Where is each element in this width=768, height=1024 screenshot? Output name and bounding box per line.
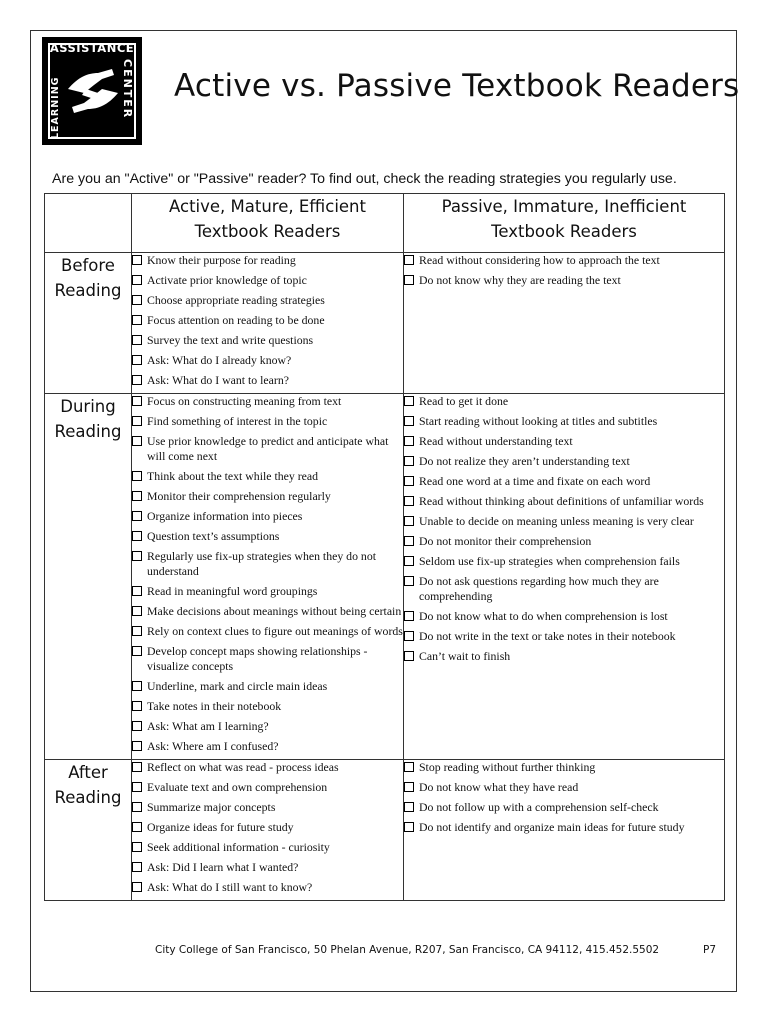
strategy-item (132, 739, 403, 754)
strategy-item (404, 454, 724, 469)
strategy-item (404, 253, 724, 268)
checkbox-icon[interactable] (132, 531, 142, 541)
checkbox-icon[interactable] (132, 295, 142, 305)
strategy-item (132, 549, 403, 579)
checkbox-icon[interactable] (132, 396, 142, 406)
checkbox-icon[interactable] (132, 275, 142, 285)
logo-text-right: CENTER (121, 59, 134, 120)
strategy-item (132, 800, 403, 815)
checkbox-icon[interactable] (404, 396, 414, 406)
page-number: P7 (703, 944, 717, 956)
active-strategies-before (132, 253, 404, 394)
strategy-item (132, 780, 403, 795)
strategy-item (404, 273, 724, 288)
strategy-text: Ask: What do I still want to know? (147, 880, 313, 894)
strategy-item (132, 840, 403, 855)
checkbox-icon[interactable] (132, 646, 142, 656)
checkbox-icon[interactable] (132, 436, 142, 446)
active-header-line-1: Active, Mature, Efficient (169, 197, 366, 216)
checkbox-icon[interactable] (132, 471, 142, 481)
strategy-text: Do not know what they have read (419, 780, 579, 794)
phase-label-line: Reading (54, 422, 122, 441)
active-strategies-after (132, 760, 404, 901)
checkbox-icon[interactable] (404, 275, 414, 285)
phase-label-during (45, 394, 132, 760)
strategy-text: Organize ideas for future study (147, 820, 294, 834)
learning-assistance-center-logo (42, 37, 142, 145)
checkbox-icon[interactable] (404, 436, 414, 446)
checkbox-icon[interactable] (132, 721, 142, 731)
strategy-text: Ask: Where am I confused? (147, 739, 279, 753)
section-row-during (45, 394, 725, 760)
checkbox-icon[interactable] (132, 491, 142, 501)
strategy-item (132, 489, 403, 504)
strategy-text: Evaluate text and own comprehension (147, 780, 328, 794)
strategy-text: Read without understanding text (419, 434, 573, 448)
strategy-item (132, 434, 403, 464)
checkbox-icon[interactable] (404, 611, 414, 621)
strategy-item (404, 494, 724, 509)
checkbox-icon[interactable] (132, 741, 142, 751)
checkbox-icon[interactable] (132, 511, 142, 521)
logo-text-left: LEARNING (50, 76, 61, 139)
passive-column-header (404, 194, 725, 253)
checkbox-icon[interactable] (132, 626, 142, 636)
strategy-text: Can’t wait to finish (419, 649, 511, 663)
strategy-text: Do not know what to do when comprehension is lost (419, 609, 668, 623)
checkbox-icon[interactable] (132, 416, 142, 426)
strategy-text: Do not realize they aren’t understanding text (419, 454, 630, 468)
checkbox-icon[interactable] (404, 762, 414, 772)
checkbox-icon[interactable] (132, 681, 142, 691)
checkbox-icon[interactable] (132, 822, 142, 832)
strategy-item (132, 273, 403, 288)
phase-label-line: Before (61, 256, 115, 275)
checkbox-icon[interactable] (404, 631, 414, 641)
strategy-text: Read without thinking about definitions of unfamiliar words (419, 494, 704, 508)
strategy-item (132, 699, 403, 714)
strategy-item (132, 624, 403, 639)
strategy-text: Question text’s assumptions (147, 529, 280, 543)
strategy-text: Ask: Did I learn what I wanted? (147, 860, 299, 874)
checkbox-icon[interactable] (132, 782, 142, 792)
strategy-text: Activate prior knowledge of topic (147, 273, 307, 287)
strategy-item (132, 293, 403, 308)
active-header-line-2: Textbook Readers (194, 222, 341, 241)
checkbox-icon[interactable] (404, 516, 414, 526)
checkbox-icon[interactable] (404, 456, 414, 466)
passive-strategies-during (404, 394, 725, 760)
strategy-item (132, 584, 403, 599)
checkbox-icon[interactable] (404, 802, 414, 812)
strategy-text: Know their purpose for reading (147, 253, 296, 267)
strategy-item (404, 534, 724, 549)
strategy-text: Ask: What do I already know? (147, 353, 292, 367)
strategy-item (132, 469, 403, 484)
strategy-text: Summarize major concepts (147, 800, 276, 814)
strategy-item (404, 780, 724, 795)
page-title: Active vs. Passive Textbook Readers (174, 68, 740, 104)
checkbox-icon[interactable] (404, 651, 414, 661)
checkbox-icon[interactable] (404, 496, 414, 506)
passive-strategies-after (404, 760, 725, 901)
logo-text-top: ASSISTANCE (49, 41, 135, 55)
checkbox-icon[interactable] (132, 882, 142, 892)
strategy-text: Unable to decide on meaning unless meaning is very clear (419, 514, 694, 528)
strategy-item (132, 880, 403, 895)
strategy-item (404, 514, 724, 529)
checkbox-icon[interactable] (132, 701, 142, 711)
footer-address: City College of San Francisco, 50 Phelan Avenue, R207, San Francisco, CA 94112, 415.452.5502 (155, 944, 660, 956)
strategy-item (132, 333, 403, 348)
strategy-item (404, 760, 724, 775)
strategy-text: Develop concept maps showing relationships - visualize concepts (147, 644, 368, 673)
strategy-item (404, 820, 724, 835)
checkbox-icon[interactable] (132, 335, 142, 345)
strategy-text: Choose appropriate reading strategies (147, 293, 325, 307)
helping-hands-icon (64, 59, 122, 123)
checkbox-icon[interactable] (132, 551, 142, 561)
strategy-text: Stop reading without further thinking (419, 760, 596, 774)
intro-text: Are you an "Active" or "Passive" reader? To find out, check the reading strategies you regularly use. (52, 171, 677, 187)
strategy-item (132, 860, 403, 875)
strategy-text: Organize information into pieces (147, 509, 303, 523)
checkbox-icon[interactable] (132, 762, 142, 772)
checkbox-icon[interactable] (132, 355, 142, 365)
checkbox-icon[interactable] (132, 586, 142, 596)
strategy-text: Read to get it done (419, 394, 509, 408)
strategy-text: Monitor their comprehension regularly (147, 489, 331, 503)
passive-header-line-1: Passive, Immature, Inefficient (441, 197, 687, 216)
phase-label-before (45, 253, 132, 394)
strategy-text: Make decisions about meanings without being certain (147, 604, 402, 618)
strategy-item (132, 760, 403, 775)
strategy-text: Read one word at a time and fixate on each word (419, 474, 651, 488)
checkbox-icon[interactable] (404, 576, 414, 586)
strategy-text: Do not ask questions regarding how much they are comprehending (419, 574, 659, 603)
strategy-item (132, 509, 403, 524)
strategy-text: Seldom use fix-up strategies when comprehension fails (419, 554, 680, 568)
strategy-item (132, 820, 403, 835)
active-strategies-during (132, 394, 404, 760)
table-header-row (45, 194, 725, 253)
checkbox-icon[interactable] (404, 782, 414, 792)
checkbox-icon[interactable] (404, 476, 414, 486)
strategy-text: Focus attention on reading to be done (147, 313, 325, 327)
corner-cell (45, 194, 132, 253)
checkbox-icon[interactable] (132, 606, 142, 616)
strategy-item (132, 604, 403, 619)
phase-label-line: Reading (54, 788, 122, 807)
strategy-item (404, 434, 724, 449)
phase-label-line: Reading (54, 281, 122, 300)
strategy-text: Start reading without looking at titles and subtitles (419, 414, 658, 428)
strategy-item (404, 474, 724, 489)
strategy-text: Use prior knowledge to predict and anticipate what will come next (147, 434, 389, 463)
strategy-item (132, 313, 403, 328)
strategy-item (132, 353, 403, 368)
checkbox-icon[interactable] (404, 822, 414, 832)
strategy-text: Ask: What am I learning? (147, 719, 269, 733)
section-row-before (45, 253, 725, 394)
strategy-item (404, 609, 724, 624)
strategy-text: Rely on context clues to figure out meanings of words (147, 624, 403, 638)
phase-label-line: During (60, 397, 116, 416)
strategy-text: Read in meaningful word groupings (147, 584, 318, 598)
strategy-text: Focus on constructing meaning from text (147, 394, 342, 408)
strategy-item (404, 574, 724, 604)
strategy-text: Do not follow up with a comprehension self-check (419, 800, 659, 814)
strategy-item (404, 414, 724, 429)
strategy-text: Do not identify and organize main ideas for future study (419, 820, 685, 834)
strategy-text: Reflect on what was read - process ideas (147, 760, 339, 774)
passive-strategies-before (404, 253, 725, 394)
strategy-text: Underline, mark and circle main ideas (147, 679, 328, 693)
checkbox-icon[interactable] (404, 416, 414, 426)
strategy-item (404, 800, 724, 815)
strategy-item (132, 414, 403, 429)
checkbox-icon[interactable] (132, 255, 142, 265)
strategy-item (404, 629, 724, 644)
active-column-header (132, 194, 404, 253)
strategy-text: Survey the text and write questions (147, 333, 314, 347)
checkbox-icon[interactable] (404, 255, 414, 265)
checkbox-icon[interactable] (404, 556, 414, 566)
strategy-item (404, 554, 724, 569)
strategy-item (132, 719, 403, 734)
strategy-item (132, 679, 403, 694)
checkbox-icon[interactable] (132, 862, 142, 872)
strategy-item (132, 394, 403, 409)
checkbox-icon[interactable] (132, 315, 142, 325)
phase-label-line: After (68, 763, 108, 782)
strategy-item (132, 253, 403, 268)
checkbox-icon[interactable] (132, 375, 142, 385)
strategy-text: Find something of interest in the topic (147, 414, 328, 428)
strategy-text: Ask: What do I want to learn? (147, 373, 289, 387)
checkbox-icon[interactable] (404, 536, 414, 546)
strategy-item (404, 394, 724, 409)
checkbox-icon[interactable] (132, 802, 142, 812)
phase-label-after (45, 760, 132, 901)
strategy-text: Regularly use fix-up strategies when they do not understand (147, 549, 377, 578)
strategy-text: Do not write in the text or take notes in their notebook (419, 629, 676, 643)
strategy-item (132, 644, 403, 674)
strategy-text: Do not know why they are reading the text (419, 273, 621, 287)
strategy-text: Think about the text while they read (147, 469, 319, 483)
strategy-item (132, 373, 403, 388)
strategy-text: Take notes in their notebook (147, 699, 282, 713)
reader-comparison-table (44, 193, 725, 901)
checkbox-icon[interactable] (132, 842, 142, 852)
strategy-item (404, 649, 724, 664)
strategy-item (132, 529, 403, 544)
strategy-text: Read without considering how to approach the text (419, 253, 660, 267)
passive-header-line-2: Textbook Readers (491, 222, 637, 241)
strategy-text: Seek additional information - curiosity (147, 840, 330, 854)
section-row-after (45, 760, 725, 901)
strategy-text: Do not monitor their comprehension (419, 534, 592, 548)
